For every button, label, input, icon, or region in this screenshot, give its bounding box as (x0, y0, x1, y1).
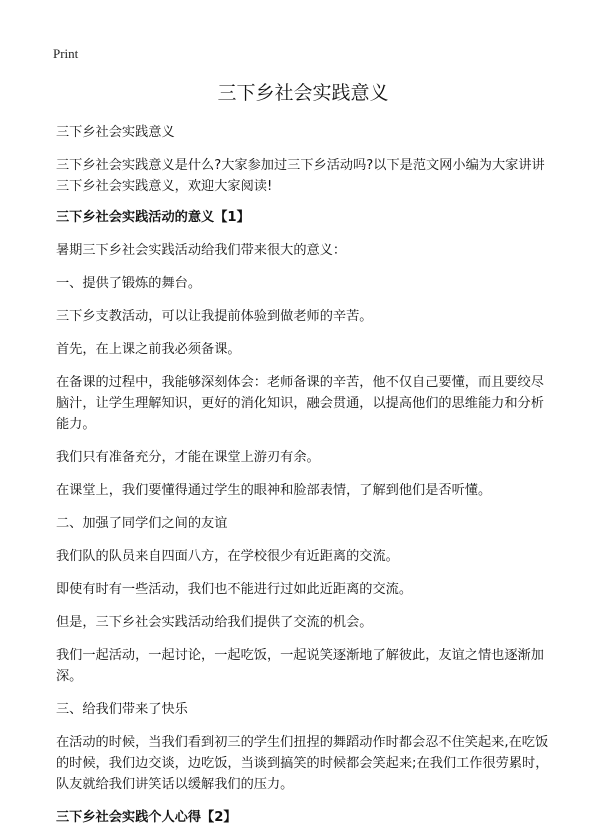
subtitle: 三下乡社会实践意义 (56, 125, 175, 140)
paragraph: 在备课的过程中，我能够深刻体会：老师备课的辛苦，他不仅自己要懂，而且要绞尽脑汁，让学生理解知识，更好的消化知识，融会贯通，以提高他们的思维能力和分析能力。 (56, 375, 544, 432)
paragraph: 二、加强了同学们之间的友谊 (56, 516, 228, 531)
section-heading-1: 三下乡社会实践活动的意义【1】 (56, 210, 250, 225)
paragraph: 但是，三下乡社会实践活动给我们提供了交流的机会。 (56, 615, 373, 630)
paragraph: 三下乡支教活动，可以让我提前体验到做老师的辛苦。 (56, 309, 373, 324)
paragraph: 我们队的队员来自四面八方，在学校很少有近距离的交流。 (56, 549, 399, 564)
paragraph: 首先，在上课之前我必须备课。 (56, 342, 241, 357)
paragraph: 暑期三下乡社会实践活动给我们带来很大的意义： (56, 243, 347, 258)
paragraph: 即使有时有一些活动，我们也不能进行过如此近距离的交流。 (56, 582, 413, 597)
document-body (56, 80, 550, 828)
paragraph: 在课堂上，我们要懂得通过学生的眼神和脸部表情，了解到他们是否听懂。 (56, 483, 492, 498)
paragraph: 我们一起活动，一起讨论，一起吃饭，一起说笑逐渐地了解彼此，友谊之情也逐渐加深。 (56, 648, 544, 684)
paragraph: 在活动的时候，当我们看到初三的学生们扭捏的舞蹈动作时都会忍不住笑起来,在吃饭的时候，我们边交谈，边吃饭，当谈到搞笑的时候都会笑起来;在我们工作很劳累时，队友就给我们讲笑话以缓解我们的压力。 (56, 735, 549, 792)
paragraph: 我们只有准备充分，才能在课堂上游刃有余。 (56, 450, 320, 465)
section-heading-2: 三下乡社会实践个人心得【2】 (56, 810, 237, 825)
intro-paragraph: 三下乡社会实践意义是什么?大家参加过三下乡活动吗?以下是范文网小编为大家讲讲三下乡社会实践意义，欢迎大家阅读! (56, 158, 545, 194)
paragraph: 三、给我们带来了快乐 (56, 702, 188, 717)
page-title: 三下乡社会实践意义 (217, 82, 389, 104)
paragraph: 一、提供了锻炼的舞台。 (56, 276, 202, 291)
print-link[interactable]: Print (53, 46, 79, 61)
